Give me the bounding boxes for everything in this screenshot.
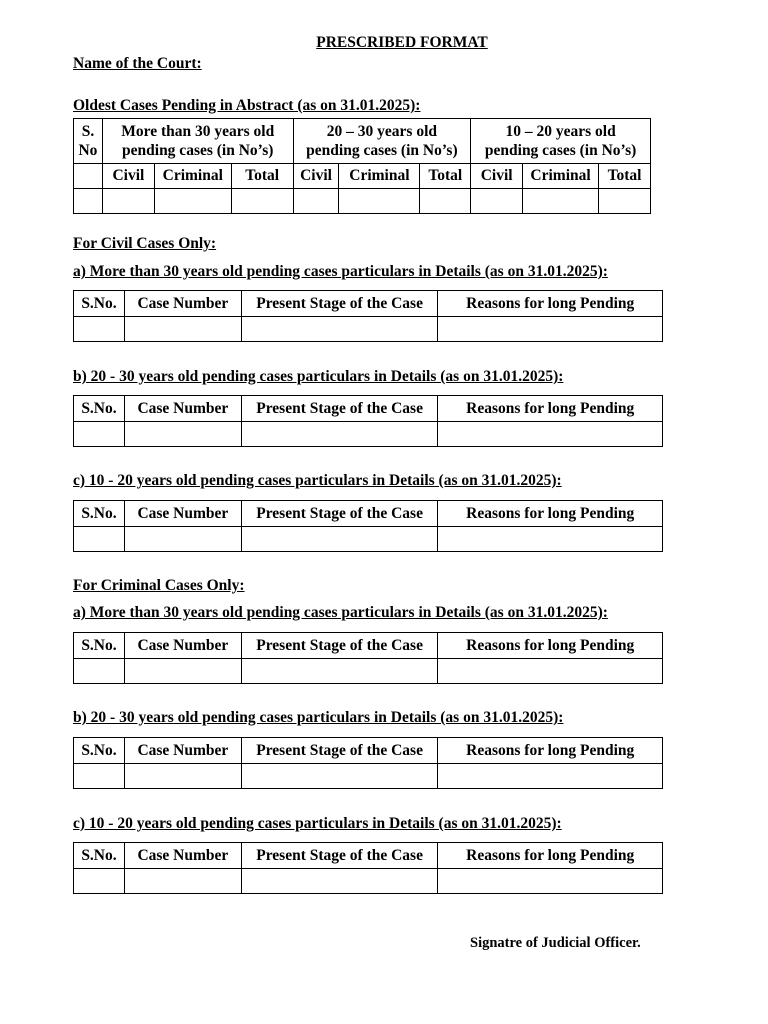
- abstract-empty-cell: [339, 189, 420, 214]
- col-header-reasons: Reasons for long Pending: [438, 738, 663, 764]
- col-header-sno: S.No.: [74, 291, 125, 317]
- abstract-sub-header: Criminal: [154, 164, 231, 189]
- col-header-sno: S.No.: [74, 738, 125, 764]
- abstract-sub-header: Total: [599, 164, 651, 189]
- col-header-present-stage: Present Stage of the Case: [241, 396, 438, 422]
- table-row: [74, 659, 663, 684]
- civil-c-table: [73, 500, 663, 552]
- civil-c-heading: c) 10 - 20 years old pending cases particulars in Details (as on 31.01.2025):: [73, 472, 562, 489]
- abstract-empty-cell: [523, 189, 599, 214]
- empty-cell: [438, 527, 663, 552]
- col-header-reasons: Reasons for long Pending: [438, 501, 663, 527]
- criminal-c-heading: c) 10 - 20 years old pending cases particulars in Details (as on 31.01.2025):: [73, 815, 562, 832]
- empty-cell: [241, 317, 438, 342]
- table-row: [74, 869, 663, 894]
- col-header-present-stage: Present Stage of the Case: [241, 738, 438, 764]
- abstract-sub-header: Total: [231, 164, 293, 189]
- empty-cell: [124, 422, 241, 447]
- civil-b-heading: b) 20 - 30 years old pending cases particulars in Details (as on 31.01.2025):: [73, 368, 564, 385]
- empty-cell: [438, 869, 663, 894]
- empty-cell: [438, 317, 663, 342]
- col-header-sno: S.No.: [74, 501, 125, 527]
- col-header-case-number: Case Number: [124, 501, 241, 527]
- abstract-empty-cell: [231, 189, 293, 214]
- abstract-empty-cell: [293, 189, 339, 214]
- criminal-section-heading: For Criminal Cases Only:: [73, 577, 245, 594]
- empty-cell: [74, 422, 125, 447]
- abstract-sub-header: Total: [420, 164, 471, 189]
- col-header-present-stage: Present Stage of the Case: [241, 633, 438, 659]
- page-title: PRESCRIBED FORMAT: [316, 34, 488, 51]
- empty-cell: [124, 317, 241, 342]
- empty-cell: [438, 764, 663, 789]
- empty-cell: [124, 764, 241, 789]
- abstract-empty-cell: [154, 189, 231, 214]
- empty-cell: [74, 317, 125, 342]
- col-header-present-stage: Present Stage of the Case: [241, 291, 438, 317]
- abstract-empty-cell: [471, 189, 523, 214]
- criminal-a-table: [73, 632, 663, 684]
- col-header-reasons: Reasons for long Pending: [438, 396, 663, 422]
- signature-label: Signatre of Judicial Officer.: [470, 935, 641, 951]
- abstract-heading: Oldest Cases Pending in Abstract (as on 31.01.2025):: [73, 97, 421, 114]
- empty-cell: [241, 764, 438, 789]
- abstract-sub-header: Civil: [293, 164, 339, 189]
- abstract-group-header: 20 – 30 years old pending cases (in No’s): [293, 119, 471, 164]
- abstract-group-header: More than 30 years old pending cases (in No’s): [102, 119, 293, 164]
- civil-a-heading: a) More than 30 years old pending cases particulars in Details (as on 31.01.2025):: [73, 263, 608, 280]
- col-header-reasons: Reasons for long Pending: [438, 843, 663, 869]
- col-header-case-number: Case Number: [124, 633, 241, 659]
- empty-cell: [241, 659, 438, 684]
- abstract-sub-header: Civil: [471, 164, 523, 189]
- col-header-sno: S.No.: [74, 843, 125, 869]
- col-header-present-stage: Present Stage of the Case: [241, 501, 438, 527]
- empty-cell: [241, 869, 438, 894]
- abstract-sub-header: Criminal: [339, 164, 420, 189]
- col-header-sno: S.No.: [74, 396, 125, 422]
- empty-cell: [438, 659, 663, 684]
- criminal-b-heading: b) 20 - 30 years old pending cases particulars in Details (as on 31.01.2025):: [73, 709, 564, 726]
- col-header-case-number: Case Number: [124, 843, 241, 869]
- civil-b-table: [73, 395, 663, 447]
- civil-a-table: [73, 290, 663, 342]
- abstract-empty-cell: [599, 189, 651, 214]
- civil-section-heading: For Civil Cases Only:: [73, 235, 217, 252]
- empty-cell: [438, 422, 663, 447]
- col-header-case-number: Case Number: [124, 738, 241, 764]
- empty-cell: [124, 869, 241, 894]
- empty-cell: [74, 869, 125, 894]
- empty-cell: [124, 659, 241, 684]
- table-row: [74, 527, 663, 552]
- criminal-b-table: [73, 737, 663, 789]
- empty-cell: [74, 527, 125, 552]
- abstract-sno-header: S. No: [74, 119, 103, 164]
- empty-cell: [241, 422, 438, 447]
- criminal-c-table: [73, 842, 663, 894]
- col-header-case-number: Case Number: [124, 291, 241, 317]
- abstract-empty-cell: [74, 189, 103, 214]
- table-row: [74, 317, 663, 342]
- abstract-empty-cell: [102, 189, 154, 214]
- col-header-sno: S.No.: [74, 633, 125, 659]
- empty-cell: [124, 527, 241, 552]
- table-row: [74, 764, 663, 789]
- abstract-empty-cell: [420, 189, 471, 214]
- abstract-sub-header: Criminal: [523, 164, 599, 189]
- court-name-label: Name of the Court:: [73, 55, 202, 72]
- empty-cell: [74, 659, 125, 684]
- col-header-reasons: Reasons for long Pending: [438, 291, 663, 317]
- empty-cell: [241, 527, 438, 552]
- col-header-reasons: Reasons for long Pending: [438, 633, 663, 659]
- abstract-group-header: 10 – 20 years old pending cases (in No’s): [471, 119, 651, 164]
- criminal-a-heading: a) More than 30 years old pending cases particulars in Details (as on 31.01.2025):: [73, 604, 608, 621]
- table-row: [74, 422, 663, 447]
- col-header-present-stage: Present Stage of the Case: [241, 843, 438, 869]
- empty-cell: [74, 764, 125, 789]
- col-header-case-number: Case Number: [124, 396, 241, 422]
- abstract-data-row: [74, 189, 651, 214]
- abstract-empty-cell: [74, 164, 103, 189]
- abstract-sub-header: Civil: [102, 164, 154, 189]
- abstract-table: [73, 118, 651, 214]
